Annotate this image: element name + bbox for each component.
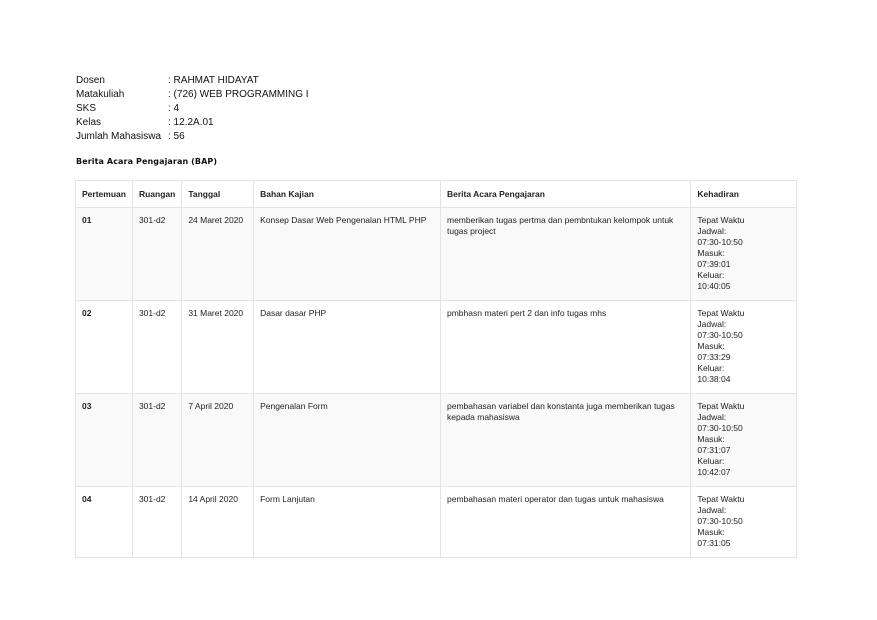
sks-value: : 4 <box>168 103 180 114</box>
bap-table <box>75 180 797 558</box>
cell-tanggal: 7 April 2020 <box>182 394 254 487</box>
kehadiran-line: 10:42:07 <box>697 467 731 477</box>
cell-bahan-kajian: Form Lanjutan <box>254 487 441 558</box>
cell-kehadiran <box>691 301 797 394</box>
table-row <box>76 394 797 487</box>
cell-pertemuan: 03 <box>76 394 133 487</box>
cell-ruangan: 301-d2 <box>132 487 181 558</box>
table-row <box>76 208 797 301</box>
kehadiran-line: Tepat Waktu <box>697 494 745 504</box>
kehadiran-line: Tepat Waktu <box>697 215 745 225</box>
cell-bahan-kajian: Pengenalan Form <box>254 394 441 487</box>
table-row <box>76 301 797 394</box>
course-info <box>76 74 309 144</box>
kehadiran-line: 07:30-10:50 <box>697 516 743 526</box>
kehadiran-line: 07:30-10:50 <box>697 237 743 247</box>
info-row-kelas <box>76 116 309 130</box>
cell-tanggal: 24 Maret 2020 <box>182 208 254 301</box>
cell-pertemuan: 02 <box>76 301 133 394</box>
section-title: Berita Acara Pengajaran (BAP) <box>76 157 218 166</box>
kehadiran-line: Jadwal: <box>697 319 727 329</box>
header-ruangan: Ruangan <box>132 181 181 208</box>
cell-tanggal: 31 Maret 2020 <box>182 301 254 394</box>
info-row-dosen <box>76 74 309 88</box>
kehadiran-line: Jadwal: <box>697 412 727 422</box>
cell-pertemuan: 04 <box>76 487 133 558</box>
kehadiran-line: Jadwal: <box>697 505 727 515</box>
kehadiran-line: Keluar: <box>697 363 725 373</box>
cell-pertemuan: 01 <box>76 208 133 301</box>
header-kehadiran: Kehadiran <box>691 181 797 208</box>
kehadiran-line: 07:30-10:50 <box>697 423 743 433</box>
kehadiran-line: Tepat Waktu <box>697 401 745 411</box>
kehadiran-line: Jadwal: <box>697 226 727 236</box>
kehadiran-line: 10:38:04 <box>697 374 731 384</box>
jumlah-mahasiswa-label: Jumlah Mahasiswa <box>76 131 162 142</box>
kehadiran-line: 07:33:29 <box>697 352 731 362</box>
cell-ruangan: 301-d2 <box>132 208 181 301</box>
kehadiran-line: Masuk: <box>697 341 725 351</box>
header-pertemuan: Pertemuan <box>76 181 133 208</box>
header-tanggal: Tanggal <box>182 181 254 208</box>
info-row-sks <box>76 102 309 116</box>
kehadiran-line: 07:39:01 <box>697 259 731 269</box>
info-row-jumlah-mahasiswa <box>76 130 309 144</box>
kehadiran-line: Tepat Waktu <box>697 308 745 318</box>
cell-tanggal: 14 April 2020 <box>182 487 254 558</box>
cell-ruangan: 301-d2 <box>132 301 181 394</box>
jumlah-mahasiswa-value: : 56 <box>168 131 185 142</box>
cell-berita-acara: pembahasan materi operator dan tugas untuk mahasiswa <box>440 487 690 558</box>
kehadiran-line: Keluar: <box>697 456 725 466</box>
kehadiran-line: 07:31:05 <box>697 538 731 548</box>
kelas-value: : 12.2A.01 <box>168 117 214 128</box>
cell-ruangan: 301-d2 <box>132 394 181 487</box>
kehadiran-line: Keluar: <box>697 270 725 280</box>
dosen-value: : RAHMAT HIDAYAT <box>168 75 259 86</box>
cell-berita-acara: pembahasan variabel dan konstanta juga memberikan tugas kepada mahasiswa <box>440 394 690 487</box>
table-header-row <box>76 181 797 208</box>
sks-label: SKS <box>76 103 97 114</box>
cell-bahan-kajian: Konsep Dasar Web Pengenalan HTML PHP <box>254 208 441 301</box>
kehadiran-line: Masuk: <box>697 248 725 258</box>
cell-kehadiran <box>691 487 797 558</box>
dosen-label: Dosen <box>76 75 105 86</box>
info-row-matakuliah <box>76 88 309 102</box>
header-berita-acara: Berita Acara Pengajaran <box>440 181 690 208</box>
table-row <box>76 487 797 558</box>
cell-berita-acara: memberikan tugas pertma dan pembntukan kelompok untuk tugas project <box>440 208 690 301</box>
cell-berita-acara: pmbhasn materi pert 2 dan info tugas mhs <box>440 301 690 394</box>
kehadiran-line: Masuk: <box>697 434 725 444</box>
kehadiran-line: 07:30-10:50 <box>697 330 743 340</box>
header-bahan-kajian: Bahan Kajian <box>254 181 441 208</box>
kelas-label: Kelas <box>76 117 102 128</box>
cell-kehadiran <box>691 208 797 301</box>
kehadiran-line: Masuk: <box>697 527 725 537</box>
matakuliah-value: : (726) WEB PROGRAMMING I <box>168 89 309 100</box>
cell-bahan-kajian: Dasar dasar PHP <box>254 301 441 394</box>
kehadiran-line: 10:40:05 <box>697 281 731 291</box>
kehadiran-line: 07:31:07 <box>697 445 731 455</box>
cell-kehadiran <box>691 394 797 487</box>
matakuliah-label: Matakuliah <box>76 89 125 100</box>
